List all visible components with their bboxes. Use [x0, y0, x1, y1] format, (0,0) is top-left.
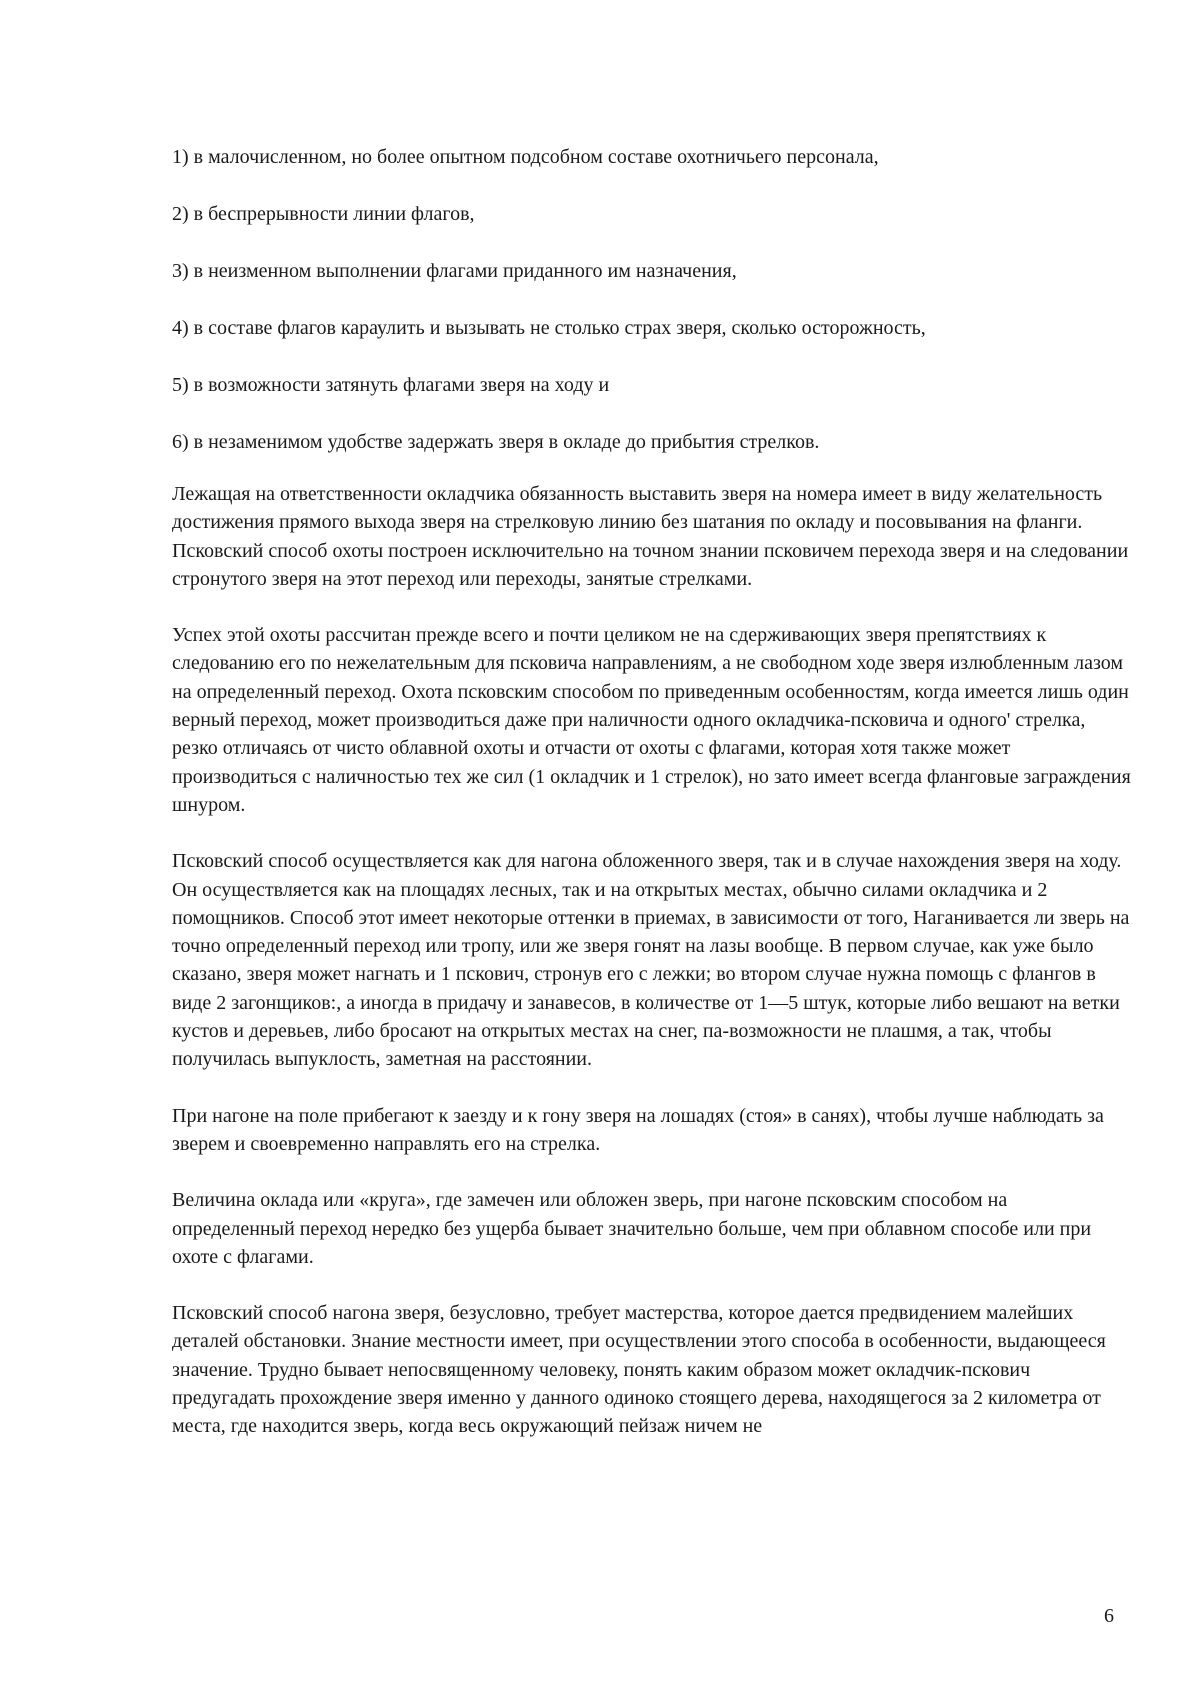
list-item: 4) в составе флагов караулить и вызывать не столько страх зверя, сколько осторожность, [172, 317, 926, 339]
page-number: 6 [1104, 1605, 1114, 1627]
list-item: 5) в возможности затянуть флагами зверя на ходу и [172, 374, 610, 396]
list-item: 2) в беспрерывности линии флагов, [172, 203, 475, 225]
paragraph: Лежащая на ответственности окладчика обязанность выставить зверя на номера имеет в виду желательность достижения прямого выхода зверя на стрелковую линию без шатания по окладу и посовывания на фланги. Псковский способ охоты построен исключительно на точном знании псковичем перехода зверя и на следовании стронутого зверя на этот переход или переходы, занятые стрелками. [172, 483, 1129, 590]
list-item: 3) в неизменном выполнении флагами приданного им назначения, [172, 260, 737, 282]
paragraph: При нагоне на поле прибегают к заезду и к гону зверя на лошадях (стоя» в санях), чтобы лучше наблюдать за зверем и своевременно направлять его на стрелка. [172, 1104, 1104, 1155]
paragraph: Успех этой охоты рассчитан прежде всего и почти целиком не на сдерживающих зверя препятствиях к следованию его по нежелательным для псковича направлениям, а не свободном ходе зверя излюбленным лазом на определенный переход. Охота псковским способом по приведенным особенностям, когда имеется лишь один верный переход, может производиться даже при наличности одного окладчика-псковича и одного' стрелка, резко отличаясь от чисто облавной охоты и отчасти от охоты с флагами, которая хотя также может производиться с наличностью тех же сил (1 окладчик и 1 стрелок), но зато имеет всегда фланговые заграждения шнуром. [172, 624, 1131, 816]
body-text [172, 480, 1132, 1469]
paragraph: Псковский способ нагона зверя, безусловно, требует мастерства, которое дается предвидением малейших деталей обстановки. Знание местности имеет, при осуществлении этого способа в особенности, выдающееся значение. Трудно бывает непосвященному человеку, понять каким образом может окладчик-пскович предугадать прохождение зверя именно у данного одиноко стоящего дерева, находящегося за 2 километра от места, где находится зверь, когда весь окружающий пейзаж ничем не [172, 1302, 1106, 1438]
numbered-list [172, 145, 1132, 487]
paragraph: Псковский способ осуществляется как для нагона обложенного зверя, так и в случае нахождения зверя на ходу. Он осуществляется как на площадях лесных, так и на открытых местах, обычно силами окладчика и 2 помощников. Способ этот имеет некоторые оттенки в приемах, в зависимости от того, Наганивается ли зверь на точно определенный переход или тропу, или же зверя гонят на лазы вообще. В первом случае, как уже было сказано, зверя может нагнать и 1 пскович, стронув его с лежки; во втором случае нужна помощь с флангов в виде 2 загонщиков:, а иногда в придачу и занавесов, в количестве от 1—5 штук, которые либо вешают на ветки кустов и деревьев, либо бросают на открытых местах на снег, па-возможности не плашмя, а так, чтобы получилась выпуклость, заметная на расстоянии. [172, 850, 1130, 1071]
list-item: 6) в незаменимом удобстве задержать зверя в окладе до прибытия стрелков. [172, 431, 820, 453]
list-item: 1) в малочисленном, но более опытном подсобном составе охотничьего персонала, [172, 146, 879, 168]
paragraph: Величина оклада или «круга», где замечен или обложен зверь, при нагоне псковским способом на определенный переход нередко без ущерба бывает значительно больше, чем при облавном способе или при охоте с флагами. [172, 1189, 1092, 1268]
